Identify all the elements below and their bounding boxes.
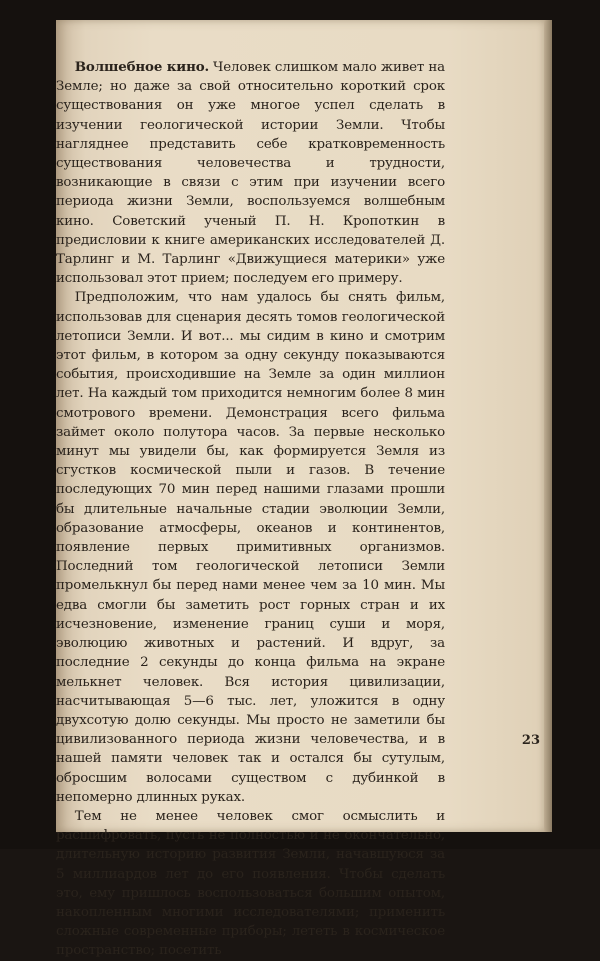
body-text [56,58,445,961]
page-number: 23 [521,733,540,748]
page-edge [544,20,552,832]
paragraph-3: Тем не менее человек смог осмыслить и расшифровать, пусть не полностью и не окончательно, длительную историю развития Земли, начавшуюся за 5 миллиардов лет до его появления. Чтобы сделать это, ему пришлось воспользоваться большим опытом, накопленным многими исследователями; применить сложные современные приборы; лететь в космическое пространство; посетить [56,808,445,959]
paragraph-1 [56,58,445,288]
paragraph-2: Предположим, что нам удалось бы снять фильм, использовав для сценария десять томов геологической летописи Земли. И вот... мы сидим в кино и смотрим этот фильм, в котором за одну секунду показываются события, происходившие на Земле за один миллион лет. На каждый том приходится немногим более 8 мин смотрового времени. Демонстрация всего фильма займет около полутора часов. За первые несколько минут мы увидели бы, как формируется Земля из сгустков космической пыли и газов. В течение последующих 70 мин перед нашими глазами прошли бы длительные начальные стадии эволюции Земли, образование атмосферы, океанов и континентов, появление первых примитивных организмов. Последний том геологической летописи Земли промелькнул бы перед нами менее чем за 10 мин. Мы едва смогли бы заметить рост горных стран и их исчезновение, изменение границ суши и моря, эволюцию животных и растений. И вдруг, за последние 2 секунды до конца фильма на экране мелькнет человек. Вся история цивилизации, насчитывающая 5—6 тыс. лет, уложится в одну двухсотую долю секунды. Мы просто не заметили бы цивилизованного периода жизни человечества, и в нашей памяти человек так и остался бы сутулым, обросшим волосами существом с дубинкой в непомерно длинных руках. [56,290,445,805]
paragraph-1-text: Человек слишком мало живет на Земле; но даже за свой относительно короткий срок существования он уже многое успел сделать в изучении геологической истории Земли. Чтобы нагляднее представить себе кратковременность существования человечества и трудности, возникающие в связи с этим при изучении всего периода жизни Земли, воспользуемся волшебным кино. Советский ученый П. Н. Кропоткин в предисловии к книге американских исследователей Д. Тарлинг и М. Тарлинг «Движущиеся материки» уже использовал этот прием; последуем его примеру. [56,60,445,287]
section-title: Волшебное кино. [74,59,210,75]
